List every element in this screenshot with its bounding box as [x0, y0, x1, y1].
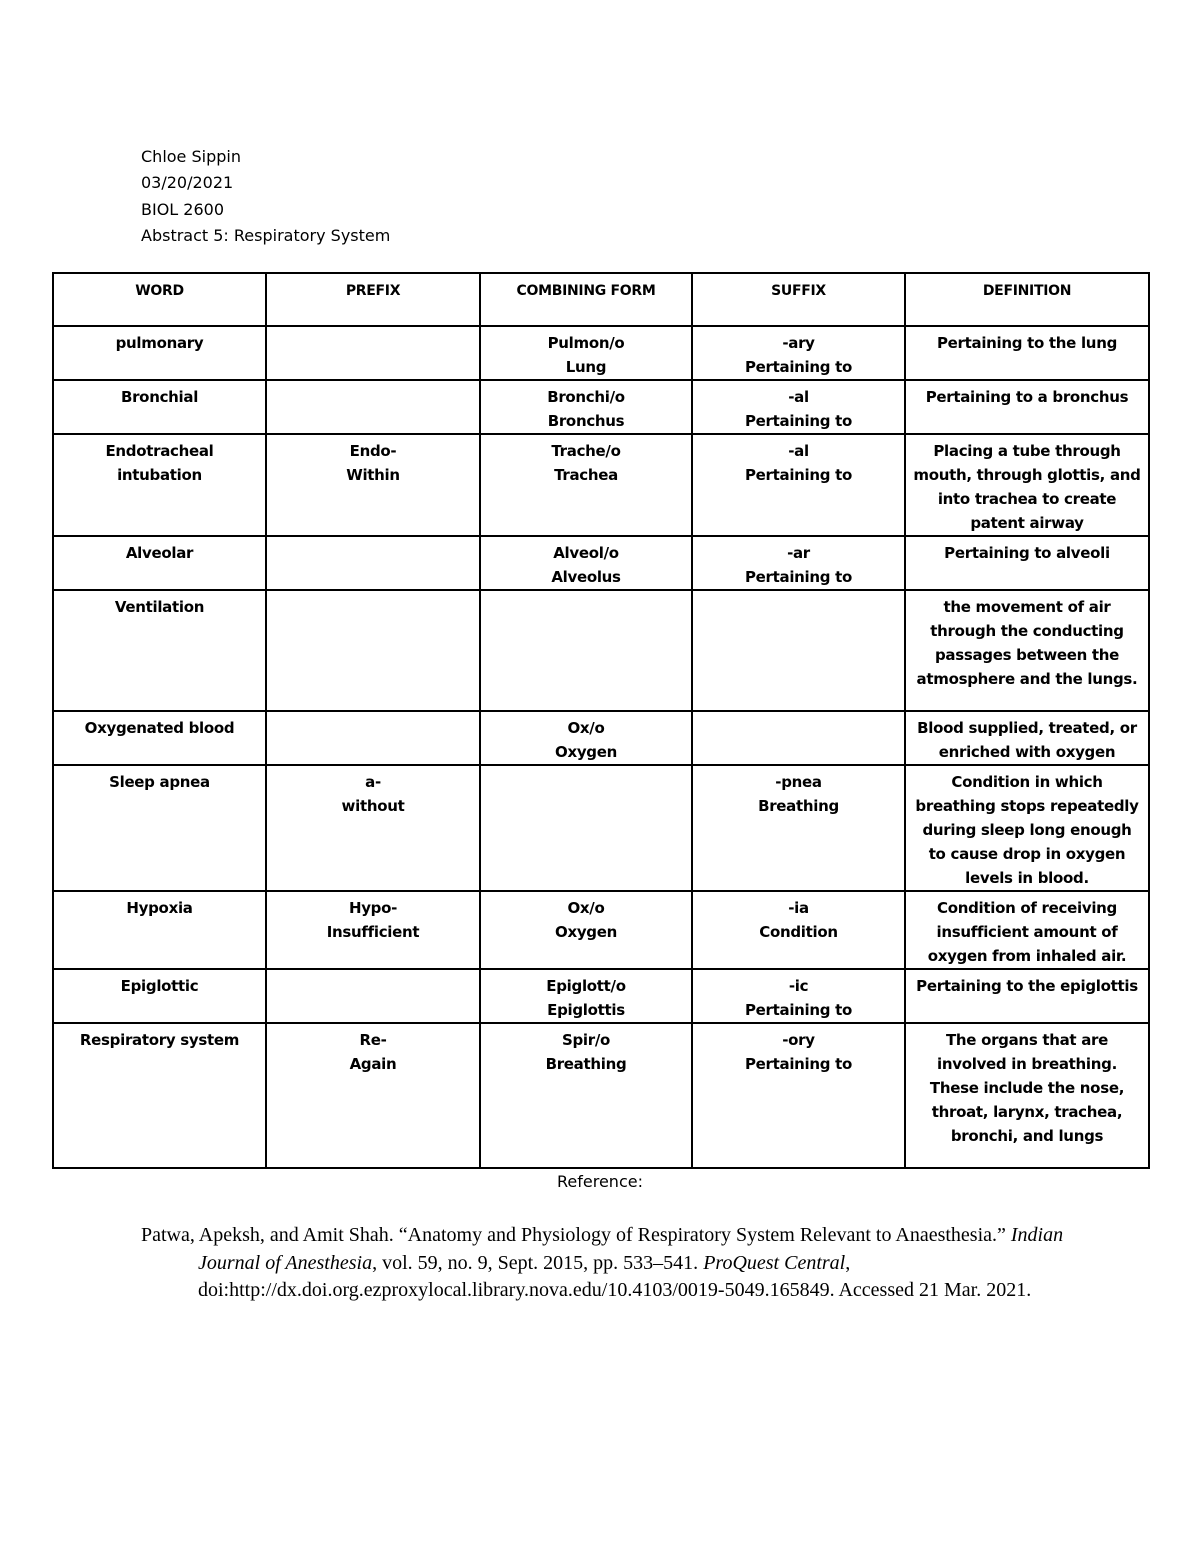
cell-line: Bronchial — [120, 388, 199, 406]
table-row — [53, 1023, 1149, 1168]
word-cell — [53, 711, 266, 765]
cell-line: -ory — [782, 1031, 815, 1049]
citation-doi: , doi:http://dx.doi.org.ezproxylocal.library.nova.edu/10.4103/0019-5049.165849. Accessed 21 Mar. 2021. — [198, 1251, 1032, 1301]
definition-cell — [905, 765, 1149, 891]
cell-line: into trachea to create — [937, 490, 1117, 508]
suffix-cell — [692, 765, 905, 891]
cell-line: Pertaining to — [744, 466, 853, 484]
cell-line: Respiratory system — [79, 1031, 240, 1049]
suffix-cell — [692, 969, 905, 1023]
word-cell — [53, 536, 266, 590]
table-header-row — [53, 273, 1149, 326]
cell-line: Breathing — [758, 797, 839, 815]
cell-line: Again — [349, 1055, 397, 1073]
cell-line: Within — [346, 466, 400, 484]
cell-line: atmosphere and the lungs. — [916, 670, 1138, 688]
cell-line: to cause drop in oxygen — [928, 845, 1126, 863]
combining-form-cell — [480, 590, 692, 711]
cell-line: Epiglottis — [547, 1001, 625, 1019]
prefix-cell — [266, 969, 480, 1023]
cell-line: The organs that are — [945, 1031, 1109, 1049]
column-header-combining-form: COMBINING FORM — [480, 273, 692, 326]
cell-line: enriched with oxygen — [938, 743, 1116, 761]
word-cell — [53, 590, 266, 711]
citation-journal: Indian Journal of Anesthesia — [198, 1224, 1064, 1274]
cell-line: Epiglott/o — [546, 977, 626, 995]
reference-citation — [141, 1222, 1118, 1305]
cell-line: Pertaining to alveoli — [944, 544, 1110, 562]
cell-line: -al — [788, 388, 809, 406]
table-row — [53, 380, 1149, 434]
prefix-cell — [266, 326, 480, 380]
definition-cell — [905, 536, 1149, 590]
cell-line: breathing stops repeatedly — [915, 797, 1139, 815]
cell-line: Insufficient — [326, 923, 420, 941]
column-header-definition: DEFINITION — [905, 273, 1149, 326]
cell-line: without — [341, 797, 405, 815]
prefix-cell — [266, 380, 480, 434]
citation-details: , vol. 59, no. 9, Sept. 2015, pp. 533–541. — [372, 1251, 704, 1274]
table-row — [53, 969, 1149, 1023]
definition-cell — [905, 326, 1149, 380]
cell-line: Condition in which — [951, 773, 1103, 791]
cell-line: Epiglottic — [120, 977, 199, 995]
cell-line: Re- — [359, 1031, 387, 1049]
terminology-table — [52, 272, 1150, 1169]
cell-line: during sleep long enough — [922, 821, 1132, 839]
combining-form-cell — [480, 891, 692, 969]
cell-line: Alveolar — [125, 544, 194, 562]
prefix-cell — [266, 1023, 480, 1168]
citation-database: ProQuest Central — [703, 1251, 846, 1274]
column-header-suffix: SUFFIX — [692, 273, 905, 326]
cell-line: levels in blood. — [965, 869, 1089, 887]
word-cell — [53, 326, 266, 380]
course-code: BIOL 2600 — [141, 199, 225, 219]
word-cell — [53, 434, 266, 536]
cell-line: throat, larynx, trachea, — [931, 1103, 1123, 1121]
combining-form-cell — [480, 380, 692, 434]
cell-line: Oxygenated blood — [84, 719, 235, 737]
cell-line: -pnea — [775, 773, 822, 791]
prefix-cell — [266, 434, 480, 536]
cell-line: Pertaining to — [744, 412, 853, 430]
cell-line: bronchi, and lungs — [950, 1127, 1104, 1145]
table-row — [53, 434, 1149, 536]
document-date: 03/20/2021 — [141, 173, 234, 193]
definition-cell — [905, 380, 1149, 434]
cell-line: Ventilation — [114, 598, 205, 616]
suffix-cell — [692, 536, 905, 590]
combining-form-cell — [480, 1023, 692, 1168]
cell-line: mouth, through glottis, and — [913, 466, 1141, 484]
cell-line: the movement of air — [943, 598, 1111, 616]
table-row — [53, 765, 1149, 891]
word-cell — [53, 1023, 266, 1168]
definition-cell — [905, 434, 1149, 536]
document-title: Abstract 5: Respiratory System — [141, 225, 391, 245]
word-cell — [53, 765, 266, 891]
cell-line: Lung — [565, 358, 607, 376]
word-cell — [53, 380, 266, 434]
definition-cell — [905, 590, 1149, 711]
cell-line: Bronchus — [547, 412, 625, 430]
cell-line: Pertaining to a bronchus — [925, 388, 1129, 406]
definition-cell — [905, 1023, 1149, 1168]
cell-line: Pertaining to — [744, 1001, 853, 1019]
prefix-cell — [266, 711, 480, 765]
word-cell — [53, 891, 266, 969]
cell-line: Pertaining to — [744, 1055, 853, 1073]
table-body — [53, 326, 1149, 1168]
column-header-prefix: PREFIX — [266, 273, 480, 326]
suffix-cell — [692, 711, 905, 765]
definition-cell — [905, 891, 1149, 969]
definition-cell — [905, 969, 1149, 1023]
cell-line: Condition — [759, 923, 838, 941]
prefix-cell — [266, 590, 480, 711]
suffix-cell — [692, 380, 905, 434]
combining-form-cell — [480, 434, 692, 536]
cell-line: passages between the — [934, 646, 1120, 664]
table-row — [53, 536, 1149, 590]
cell-line: Hypo- — [348, 899, 398, 917]
combining-form-cell — [480, 711, 692, 765]
cell-line: Hypoxia — [126, 899, 193, 917]
suffix-cell — [692, 1023, 905, 1168]
cell-line: Alveolus — [551, 568, 621, 586]
suffix-cell — [692, 434, 905, 536]
cell-line: Oxygen — [555, 743, 617, 761]
prefix-cell — [266, 765, 480, 891]
cell-line: Trachea — [554, 466, 618, 484]
cell-line: intubation — [117, 466, 202, 484]
column-header-word: WORD — [53, 273, 266, 326]
cell-line: oxygen from inhaled air. — [927, 947, 1127, 965]
cell-line: Endotracheal — [105, 442, 214, 460]
cell-line: Spir/o — [561, 1031, 611, 1049]
reference-label: Reference: — [557, 1172, 643, 1191]
cell-line: Pertaining to the lung — [936, 334, 1118, 352]
prefix-cell — [266, 536, 480, 590]
cell-line: Pertaining to the epiglottis — [916, 977, 1138, 995]
table-row — [53, 326, 1149, 380]
combining-form-cell — [480, 969, 692, 1023]
cell-line: These include the nose, — [929, 1079, 1125, 1097]
cell-line: Placing a tube through — [933, 442, 1121, 460]
cell-line: Blood supplied, treated, or — [917, 719, 1137, 737]
cell-line: Pertaining to — [744, 358, 853, 376]
word-cell — [53, 969, 266, 1023]
combining-form-cell — [480, 536, 692, 590]
citation-authors: Patwa, Apeksh, and Amit Shah. — [141, 1224, 399, 1246]
cell-line: Endo- — [349, 442, 397, 460]
cell-line: Oxygen — [555, 923, 617, 941]
definition-cell — [905, 711, 1149, 765]
cell-line: Alveol/o — [553, 544, 619, 562]
cell-line: Bronchi/o — [547, 388, 625, 406]
table-row — [53, 590, 1149, 711]
table-row — [53, 891, 1149, 969]
cell-line: Pulmon/o — [547, 334, 625, 352]
cell-line: patent airway — [970, 514, 1084, 532]
suffix-cell — [692, 326, 905, 380]
cell-line: -al — [788, 442, 809, 460]
cell-line: a- — [365, 773, 381, 791]
author-name: Chloe Sippin — [141, 147, 241, 166]
prefix-cell — [266, 891, 480, 969]
cell-line: Breathing — [545, 1055, 627, 1073]
cell-line: -ic — [788, 977, 809, 995]
citation-article-title: “Anatomy and Physiology of Respiratory System Relevant to Anaesthesia.” — [398, 1224, 1011, 1246]
document-header — [141, 144, 390, 249]
cell-line: -ar — [787, 544, 810, 562]
cell-line: Pertaining to — [744, 568, 853, 586]
cell-line: Condition of receiving — [937, 899, 1117, 917]
cell-line: Ox/o — [567, 719, 605, 737]
combining-form-cell — [480, 326, 692, 380]
cell-line: Trache/o — [551, 442, 621, 460]
cell-line: -ia — [788, 899, 809, 917]
cell-line: involved in breathing. — [937, 1055, 1117, 1073]
table-row — [53, 711, 1149, 765]
cell-line: through the conducting — [930, 622, 1124, 640]
cell-line: pulmonary — [115, 334, 204, 352]
cell-line: insufficient amount of — [936, 923, 1118, 941]
combining-form-cell — [480, 765, 692, 891]
suffix-cell — [692, 891, 905, 969]
cell-line: -ary — [782, 334, 815, 352]
suffix-cell — [692, 590, 905, 711]
cell-line: Ox/o — [567, 899, 605, 917]
cell-line: Sleep apnea — [109, 773, 210, 791]
